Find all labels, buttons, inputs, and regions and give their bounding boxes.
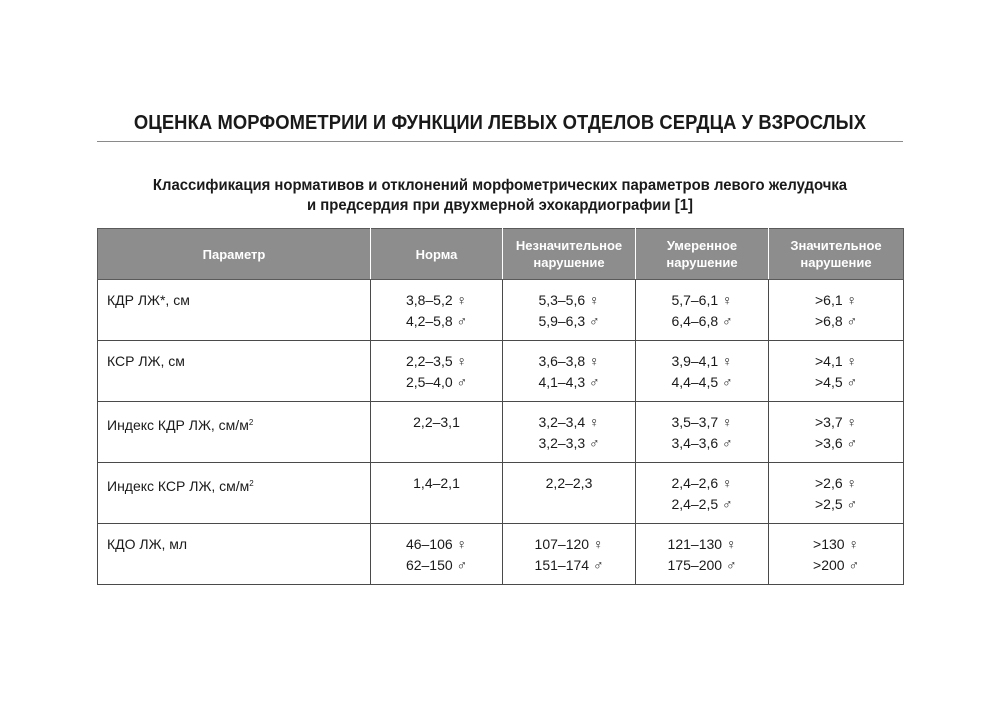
severe-value: >2,5 ♂ — [814, 496, 858, 512]
mild-value: 3,2–3,4 ♀ — [538, 414, 600, 430]
parameter-label: КСР ЛЖ, см — [107, 353, 185, 369]
mild-cell — [503, 524, 636, 585]
moderate-value: 5,7–6,1 ♀ — [671, 292, 733, 308]
severe-cell — [769, 524, 904, 585]
parameter-label: Индекс КДР ЛЖ, см/м — [107, 417, 249, 433]
parameter-cell — [98, 463, 371, 524]
mild-value: 4,1–4,3 ♂ — [538, 374, 600, 390]
page-title: ОЦЕНКА МОРФОМЕТРИИ И ФУНКЦИИ ЛЕВЫХ ОТДЕЛОВ СЕРДЦА У ВЗРОСЛЫХ — [133, 112, 867, 134]
norm-cell — [371, 524, 503, 585]
severe-value: >3,6 ♂ — [814, 435, 858, 451]
moderate-cell — [636, 463, 769, 524]
table-row — [98, 524, 904, 585]
parameter-cell — [98, 402, 371, 463]
norm-value: 2,2–3,5 ♀ — [405, 353, 468, 369]
parameter-superscript: 2 — [249, 479, 254, 488]
severe-value: >3,7 ♀ — [814, 414, 858, 430]
mild-cell — [503, 280, 636, 341]
moderate-cell — [636, 341, 769, 402]
moderate-value: 6,4–6,8 ♂ — [671, 313, 733, 329]
table-caption-line-2: и предсердия при двухмерной эхокардиографии [1] — [307, 197, 693, 214]
parameter-label: КДР ЛЖ*, см — [107, 292, 190, 308]
table-row — [98, 280, 904, 341]
moderate-value: 3,9–4,1 ♀ — [671, 353, 733, 369]
severe-value: >130 ♀ — [813, 536, 859, 552]
norm-cell — [371, 402, 503, 463]
mild-value: 3,2–3,3 ♂ — [538, 435, 600, 451]
severe-value: >4,5 ♂ — [814, 374, 858, 390]
moderate-cell — [636, 524, 769, 585]
norm-value: 2,5–4,0 ♂ — [405, 374, 468, 390]
severe-value: >6,8 ♂ — [814, 313, 858, 329]
norm-value: 4,2–5,8 ♂ — [405, 313, 468, 329]
moderate-value: 121–130 ♀ — [667, 536, 737, 552]
moderate-value: 2,4–2,5 ♂ — [671, 496, 733, 512]
severe-value: >6,1 ♀ — [814, 292, 858, 308]
table-row — [98, 463, 904, 524]
norms-table — [97, 228, 904, 585]
parameter-label: КДО ЛЖ, мл — [107, 536, 188, 552]
mild-cell — [503, 463, 636, 524]
severe-cell — [769, 463, 904, 524]
norm-value: 62–150 ♂ — [405, 557, 468, 573]
mild-value: 151–174 ♂ — [534, 557, 604, 573]
header-mild-line-1: Незначительное — [515, 238, 623, 253]
moderate-value: 3,4–3,6 ♂ — [671, 435, 733, 451]
norm-cell — [371, 341, 503, 402]
norm-value: 46–106 ♀ — [405, 536, 468, 552]
severe-value: >2,6 ♀ — [814, 475, 858, 491]
mild-value: 5,9–6,3 ♂ — [538, 313, 600, 329]
header-moderate — [636, 229, 769, 280]
mild-value: 5,3–5,6 ♀ — [538, 292, 600, 308]
norm-value: 3,8–5,2 ♀ — [405, 292, 468, 308]
parameter-cell — [98, 341, 371, 402]
parameter-cell — [98, 524, 371, 585]
header-mild-line-2: нарушение — [533, 255, 605, 270]
table-caption-line-1: Классификация нормативов и отклонений морфометрических параметров левого желудочка — [152, 177, 848, 194]
mild-value: 3,6–3,8 ♀ — [538, 353, 600, 369]
table-row — [98, 402, 904, 463]
severe-value: >4,1 ♀ — [814, 353, 858, 369]
table-row — [98, 341, 904, 402]
moderate-value: 175–200 ♂ — [667, 557, 737, 573]
header-moderate-line-1: Умеренное — [666, 238, 738, 253]
parameter-cell — [98, 280, 371, 341]
mild-value: 107–120 ♀ — [534, 536, 604, 552]
norm-value: 2,2–3,1 — [413, 414, 460, 430]
table-caption — [125, 176, 875, 216]
header-severe-line-1: Значительное — [790, 238, 882, 253]
norm-cell — [371, 280, 503, 341]
header-moderate-line-2: нарушение — [666, 255, 738, 270]
table-body — [98, 280, 904, 585]
header-severe-line-2: нарушение — [800, 255, 872, 270]
moderate-value: 4,4–4,5 ♂ — [671, 374, 733, 390]
moderate-value: 3,5–3,7 ♀ — [671, 414, 733, 430]
moderate-cell — [636, 280, 769, 341]
severe-value: >200 ♂ — [813, 557, 859, 573]
severe-cell — [769, 341, 904, 402]
header-parameter: Параметр — [98, 229, 371, 280]
table-header-row — [98, 229, 904, 280]
header-norm: Норма — [371, 229, 503, 280]
parameter-superscript: 2 — [248, 418, 254, 427]
mild-value: 2,2–2,3 — [545, 475, 593, 491]
parameter-label: Индекс КСР ЛЖ, см/м — [107, 478, 250, 494]
norm-value: 1,4–2,1 — [413, 475, 460, 491]
title-divider — [97, 141, 903, 142]
severe-cell — [769, 402, 904, 463]
header-severe — [769, 229, 904, 280]
mild-cell — [503, 341, 636, 402]
severe-cell — [769, 280, 904, 341]
header-mild — [503, 229, 636, 280]
mild-cell — [503, 402, 636, 463]
moderate-cell — [636, 402, 769, 463]
moderate-value: 2,4–2,6 ♀ — [671, 475, 733, 491]
norm-cell — [371, 463, 503, 524]
